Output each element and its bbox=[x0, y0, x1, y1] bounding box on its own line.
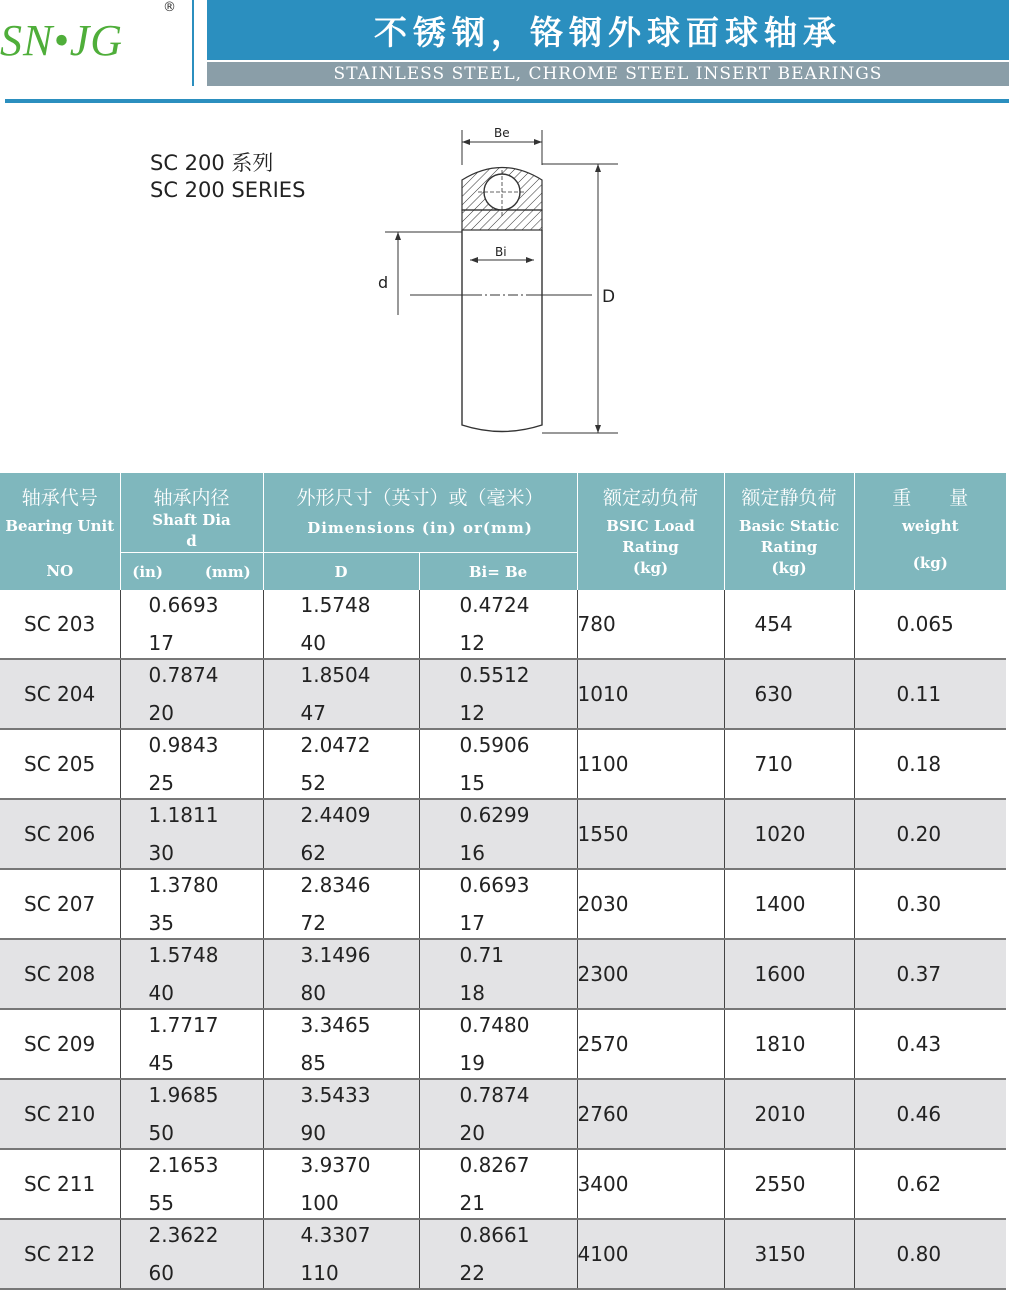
brand-logo bbox=[0, 6, 185, 76]
header-divider bbox=[192, 0, 194, 86]
table-row bbox=[0, 799, 1006, 869]
cell-dynamic-load: 780 bbox=[577, 590, 724, 659]
D-label: D bbox=[602, 287, 616, 307]
cell-bearing-no: SC 210 bbox=[0, 1079, 120, 1149]
cell-dynamic-load: 2300 bbox=[577, 939, 724, 1009]
col-dimensions: 外形尺寸（英寸）或（毫米） Dimensions (in) or(mm) bbox=[263, 473, 577, 553]
cell-static-load: 710 bbox=[724, 729, 854, 799]
cell-dynamic-load: 2760 bbox=[577, 1079, 724, 1149]
cell-shaft-dia: 1.9685 50 bbox=[120, 1079, 263, 1149]
table-row bbox=[0, 659, 1006, 729]
page-title-chinese: 不锈钢，铬钢外球面球轴承 bbox=[207, 0, 1009, 60]
table-row bbox=[0, 729, 1006, 799]
cell-weight: 0.46 bbox=[854, 1079, 1006, 1149]
cell-static-load: 1600 bbox=[724, 939, 854, 1009]
cell-bearing-no: SC 211 bbox=[0, 1149, 120, 1219]
cell-static-load: 1810 bbox=[724, 1009, 854, 1079]
cell-width: 0.6299 16 bbox=[419, 799, 577, 869]
cell-weight: 0.18 bbox=[854, 729, 1006, 799]
cell-static-load: 2550 bbox=[724, 1149, 854, 1219]
cell-static-load: 1020 bbox=[724, 799, 854, 869]
cell-outer-diameter: 3.5433 90 bbox=[263, 1079, 419, 1149]
series-label bbox=[150, 150, 305, 204]
cell-shaft-dia: 2.1653 55 bbox=[120, 1149, 263, 1219]
table-row bbox=[0, 939, 1006, 1009]
cell-width: 0.8267 21 bbox=[419, 1149, 577, 1219]
cell-outer-diameter: 3.9370 100 bbox=[263, 1149, 419, 1219]
series-label-english: SC 200 SERIES bbox=[150, 178, 306, 202]
cell-shaft-dia: 1.3780 35 bbox=[120, 869, 263, 939]
table-row bbox=[0, 1149, 1006, 1219]
cell-outer-diameter: 2.4409 62 bbox=[263, 799, 419, 869]
cell-dynamic-load: 1010 bbox=[577, 659, 724, 729]
cell-outer-diameter: 2.8346 72 bbox=[263, 869, 419, 939]
cell-outer-diameter: 4.3307 110 bbox=[263, 1219, 419, 1289]
cell-static-load: 454 bbox=[724, 590, 854, 659]
cell-outer-diameter: 1.5748 40 bbox=[263, 590, 419, 659]
cell-static-load: 1400 bbox=[724, 869, 854, 939]
col-static-load: 额定静负荷 Basic Static Rating (kg) bbox=[724, 473, 854, 590]
brand-logo-text: SN•JG bbox=[0, 16, 124, 65]
cell-shaft-dia: 1.7717 45 bbox=[120, 1009, 263, 1079]
col-bearing-unit: 轴承代号 Bearing Unit NO bbox=[0, 473, 120, 590]
cell-bearing-no: SC 209 bbox=[0, 1009, 120, 1079]
cell-shaft-dia: 1.5748 40 bbox=[120, 939, 263, 1009]
cell-bearing-no: SC 206 bbox=[0, 799, 120, 869]
bi-label: Bi bbox=[495, 245, 507, 259]
cell-weight: 0.11 bbox=[854, 659, 1006, 729]
d-label: d bbox=[378, 273, 389, 292]
cell-weight: 0.065 bbox=[854, 590, 1006, 659]
registered-mark: ® bbox=[163, 0, 176, 15]
subcol-shaft-units: (in) (mm) bbox=[120, 553, 263, 591]
col-shaft-dia: 轴承内径 Shaft Dia d bbox=[120, 473, 263, 553]
cell-outer-diameter: 3.1496 80 bbox=[263, 939, 419, 1009]
cell-width: 0.71 18 bbox=[419, 939, 577, 1009]
bearing-cross-section-drawing bbox=[360, 120, 640, 445]
cell-width: 0.5906 15 bbox=[419, 729, 577, 799]
cell-width: 0.8661 22 bbox=[419, 1219, 577, 1289]
cell-dynamic-load: 4100 bbox=[577, 1219, 724, 1289]
cell-width: 0.5512 12 bbox=[419, 659, 577, 729]
cell-weight: 0.80 bbox=[854, 1219, 1006, 1289]
table-row bbox=[0, 1219, 1006, 1289]
header-rule bbox=[5, 99, 1009, 103]
cell-dynamic-load: 1550 bbox=[577, 799, 724, 869]
cell-weight: 0.20 bbox=[854, 799, 1006, 869]
subcol-width: Bi= Be bbox=[419, 553, 577, 591]
cell-dynamic-load: 2570 bbox=[577, 1009, 724, 1079]
table-row bbox=[0, 869, 1006, 939]
cell-dynamic-load: 3400 bbox=[577, 1149, 724, 1219]
cell-shaft-dia: 0.6693 17 bbox=[120, 590, 263, 659]
cell-bearing-no: SC 207 bbox=[0, 869, 120, 939]
series-label-chinese: SC 200 系列 bbox=[150, 151, 274, 175]
cell-shaft-dia: 0.9843 25 bbox=[120, 729, 263, 799]
col-weight: 重 量 weight (kg) bbox=[854, 473, 1006, 590]
page-title-english: STAINLESS STEEL, CHROME STEEL INSERT BEARINGS bbox=[207, 62, 1009, 86]
table-row bbox=[0, 1079, 1006, 1149]
cell-bearing-no: SC 204 bbox=[0, 659, 120, 729]
cell-outer-diameter: 3.3465 85 bbox=[263, 1009, 419, 1079]
cell-dynamic-load: 1100 bbox=[577, 729, 724, 799]
cell-width: 0.7874 20 bbox=[419, 1079, 577, 1149]
subcol-outer-diameter: D bbox=[263, 553, 419, 591]
bearing-spec-table bbox=[0, 473, 1006, 1290]
cell-dynamic-load: 2030 bbox=[577, 869, 724, 939]
cell-outer-diameter: 1.8504 47 bbox=[263, 659, 419, 729]
cell-bearing-no: SC 205 bbox=[0, 729, 120, 799]
cell-shaft-dia: 0.7874 20 bbox=[120, 659, 263, 729]
cell-weight: 0.62 bbox=[854, 1149, 1006, 1219]
cell-weight: 0.30 bbox=[854, 869, 1006, 939]
table-header-row bbox=[0, 473, 1006, 553]
cell-width: 0.7480 19 bbox=[419, 1009, 577, 1079]
table-row bbox=[0, 590, 1006, 659]
cell-width: 0.6693 17 bbox=[419, 869, 577, 939]
cell-weight: 0.43 bbox=[854, 1009, 1006, 1079]
cell-weight: 0.37 bbox=[854, 939, 1006, 1009]
cell-outer-diameter: 2.0472 52 bbox=[263, 729, 419, 799]
cell-width: 0.4724 12 bbox=[419, 590, 577, 659]
cell-bearing-no: SC 212 bbox=[0, 1219, 120, 1289]
cell-static-load: 2010 bbox=[724, 1079, 854, 1149]
cell-bearing-no: SC 208 bbox=[0, 939, 120, 1009]
cell-bearing-no: SC 203 bbox=[0, 590, 120, 659]
table-row bbox=[0, 1009, 1006, 1079]
cell-shaft-dia: 2.3622 60 bbox=[120, 1219, 263, 1289]
cell-static-load: 3150 bbox=[724, 1219, 854, 1289]
be-label: Be bbox=[494, 126, 510, 140]
cell-shaft-dia: 1.1811 30 bbox=[120, 799, 263, 869]
cell-static-load: 630 bbox=[724, 659, 854, 729]
col-dynamic-load: 额定动负荷 BSIC Load Rating (kg) bbox=[577, 473, 724, 590]
